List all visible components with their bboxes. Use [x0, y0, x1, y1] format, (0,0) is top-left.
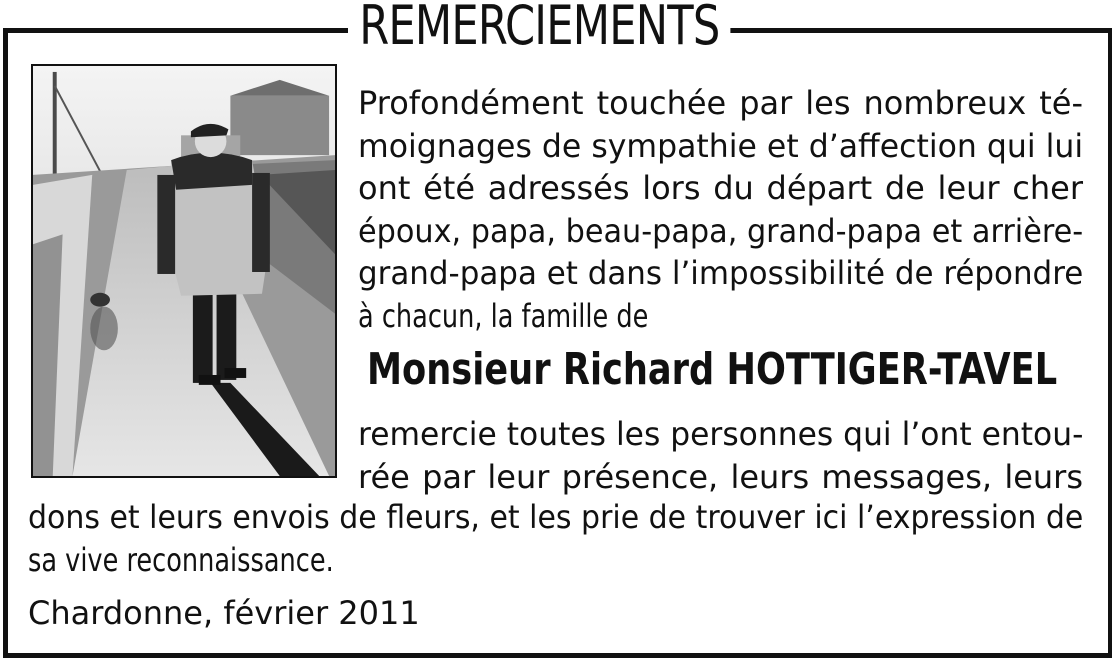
memorial-photo [31, 64, 337, 478]
notice-title: REMERCIEMENTS [348, 0, 731, 56]
intro-paragraph [358, 82, 1083, 337]
text-line: dons et leurs envois de fleurs, et les prie de trouver ici l’expression de [28, 498, 1084, 536]
photo-illustration [33, 66, 335, 476]
thanks-paragraph-right [358, 413, 1083, 498]
text-line: Profondément touchée par les nombreux té- [358, 84, 1083, 122]
text-line: sa vive reconnaissance. [28, 540, 334, 579]
text-line: ont été adressés lors du départ de leur cher [358, 169, 1083, 207]
signature-line: Chardonne, février 2011 [28, 594, 420, 632]
thanks-paragraph-full [28, 496, 1083, 581]
text-line: époux, papa, beau-papa, grand-papa et arrière- [358, 211, 1084, 250]
text-line: moignages de sympathie et d’affection qui lui [358, 126, 1084, 165]
deceased-name: Monsieur Richard HOTTIGER-TAVEL [367, 344, 1058, 395]
text-line: grand-papa et dans l’impossibilité de répondre [358, 254, 1084, 292]
text-line: remercie toutes les personnes qui l’ont entou- [358, 415, 1084, 453]
text-line: rée par leur présence, leurs messages, leurs [358, 457, 1083, 496]
text-line: à chacun, la famille de [358, 296, 649, 335]
